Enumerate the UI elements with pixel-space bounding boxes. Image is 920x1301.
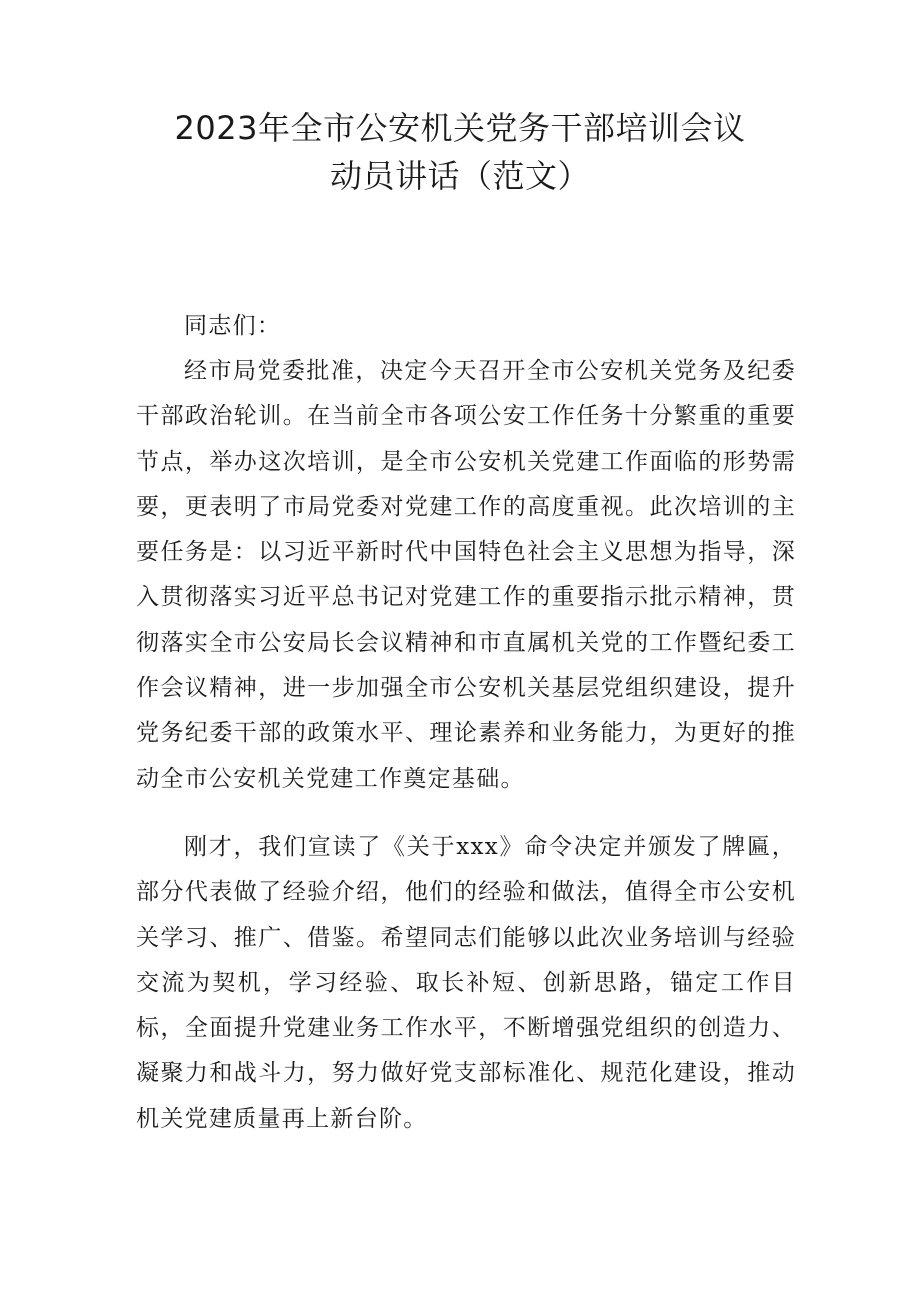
paragraph-2: 刚才，我们宣读了《关于xxx》命令决定并颁发了牌匾，部分代表做了经验介绍，他们的经验和做法，值得全市公安机关学习、推广、借鉴。希望同志们能够以此次业务培训与经验交流为契机，学习经验、取长补短、创新思路，锚定工作目标，全面提升党建业务工作水平，不断增强党组织的创造力、凝聚力和战斗力，努力做好党支部标准化、规范化建设，推动机关党建质量再上新台阶。 xyxy=(136,834,796,1132)
salutation: 同志们： xyxy=(184,313,282,339)
document-title-line-2: 动员讲话（范文） xyxy=(329,157,590,195)
paragraph-1: 经市局党委批准，决定今天召开全市公安机关党务及纪委干部政治轮训。在当前全市各项公安工作任务十分繁重的重要节点，举办这次培训，是全市公安机关党建工作面临的形势需要，更表明了市局党委对党建工作的高度重视。此次培训的主要任务是：以习近平新时代中国特色社会主义思想为指导，深入贯彻落实习近平总书记对党建工作的重要指示批示精神，贯彻落实全市公安局长会议精神和市直属机关党的工作暨纪委工作会议精神，进一步加强全市公安机关基层党组织建设，提升党务纪委干部的政策水平、理论素养和业务能力，为更好的推动全市公安机关党建工作奠定基础。 xyxy=(136,358,796,792)
document-title-line-1: 2023年全市公安机关党务干部培训会议 xyxy=(174,109,746,147)
